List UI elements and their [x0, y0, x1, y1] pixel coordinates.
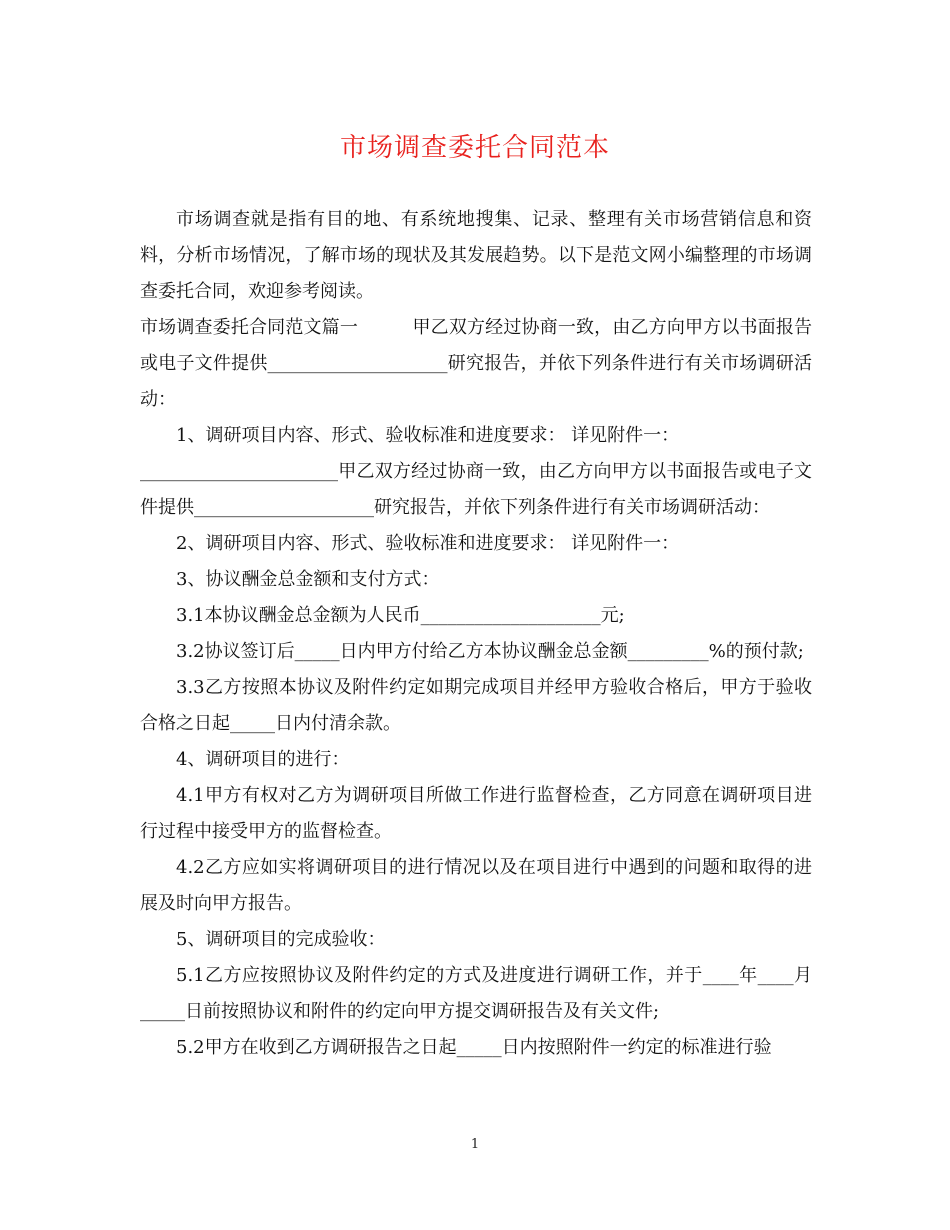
- paragraph-clause-5: 5、调研项目的完成验收：: [176, 929, 386, 950]
- paragraph-clause-1: 1、调研项目内容、形式、验收标准和进度要求： 详见附件一：: [176, 425, 680, 446]
- paragraph-clause-3-1: 3.1本协议酬金总金额为人民币____________________元;: [176, 605, 625, 626]
- paragraph-clause-3: 3、协议酬金总金额和支付方式：: [176, 569, 440, 590]
- document-body: [140, 202, 818, 1066]
- paragraph-clause-4-1: 4.1甲方有权对乙方为调研项目所做工作进行监督检查，乙方同意在调研项目进行过程中接受甲方的监督检查。: [140, 785, 812, 842]
- paragraph-clause-4: 4、调研项目的进行：: [176, 749, 350, 770]
- document-title: 市场调查委托合同范本: [339, 133, 610, 163]
- paragraph-clause-5-2: 5.2甲方在收到乙方调研报告之日起_____日内按照附件一约定的标准进行验: [176, 1037, 772, 1058]
- paragraph-clause-2: 2、调研项目内容、形式、验收标准和进度要求： 详见附件一：: [176, 533, 680, 554]
- paragraph-section-one: 市场调查委托合同范文篇一 甲乙双方经过协商一致，由乙方向甲方以书面报告或电子文件提供____________________研究报告，并依下列条件进行有关市场调研活动：: [140, 317, 812, 410]
- paragraph-clause-4-2: 4.2乙方应如实将调研项目的进行情况以及在项目进行中遇到的问题和取得的进展及时向甲方报告。: [140, 857, 812, 914]
- paragraph-clause-3-3: 3.3乙方按照本协议及附件约定如期完成项目并经甲方验收合格后，甲方于验收合格之日起_____日内付清余款。: [140, 677, 812, 734]
- paragraph-repeated-agreement: ______________________甲乙双方经过协商一致，由乙方向甲方以书面报告或电子文件提供____________________研究报告，并依下列条件进行有关市场调研活动：: [140, 461, 812, 518]
- paragraph-clause-3-2: 3.2协议签订后_____日内甲方付给乙方本协议酬金总金额_________%的预付款;: [176, 641, 804, 662]
- paragraph-clause-5-1: 5.1乙方应按照协议及附件约定的方式及进度进行调研工作，并于____年____月 _____日前按照协议和附件的约定向甲方提交调研报告及有关文件;: [140, 965, 818, 1022]
- page-number: 1: [470, 1137, 480, 1152]
- paragraph-intro: 市场调查就是指有目的地、有系统地搜集、记录、整理有关市场营销信息和资料，分析市场情况，了解市场的现状及其发展趋势。以下是范文网小编整理的市场调查委托合同，欢迎参考阅读。: [140, 209, 812, 302]
